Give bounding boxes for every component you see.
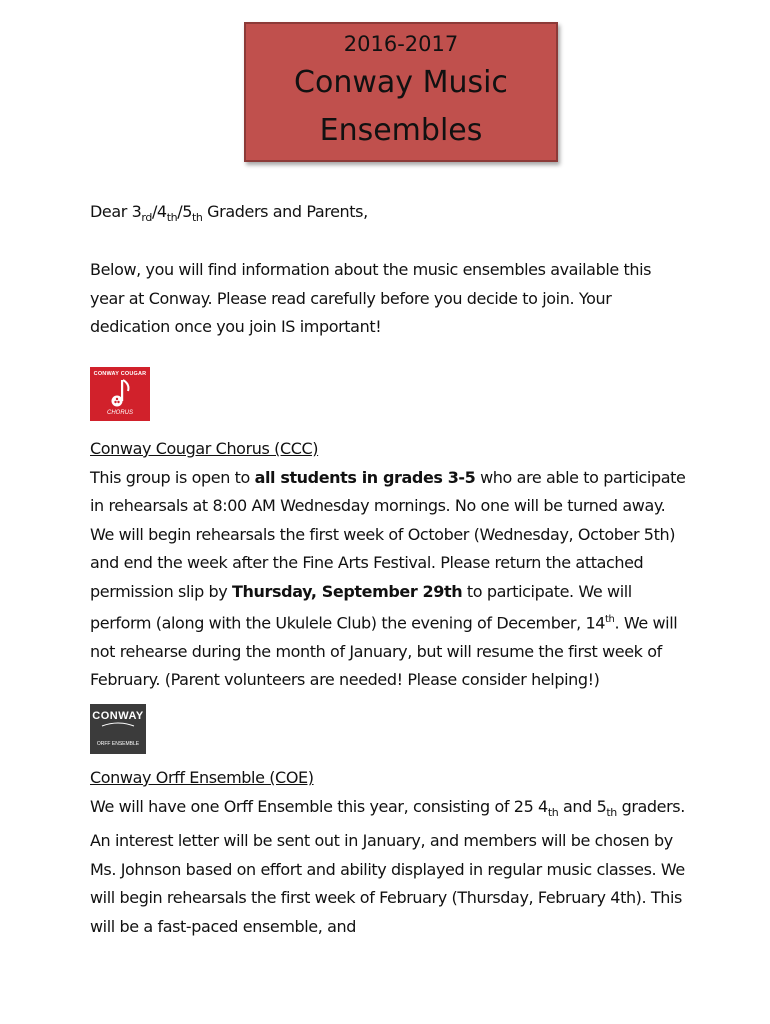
orff-logo — [90, 704, 146, 754]
title-banner — [244, 22, 558, 162]
title-line-2: Ensembles — [319, 113, 483, 148]
orff-logo-text-top: CONWAY — [92, 710, 144, 722]
chorus-logo — [90, 367, 150, 421]
orff-heading: Conway Orff Ensemble (COE) — [90, 768, 314, 787]
orff-description: We will have one Orff Ensemble this year, consisting of 25 $4_{th}$ and $5_{th}$ graders. An interest letter will be sent out in January, and members will be chosen by Ms. Johnson based on effort and ability displayed in regular music classes. We will begin rehearsals the first week of February (Thursday, February 4th). This will be a fast-paced ensemble, and — [90, 796, 685, 936]
intro-paragraph: Below, you will find information about the music ensembles available this year at Conway. Please read carefully before you decide to join. Your dedication once you join IS important! — [90, 260, 652, 336]
music-note-icon — [90, 377, 150, 409]
chorus-section — [90, 435, 690, 695]
greeting: Dear $3_{rd}/4_{th}/5_{th}$ Graders and Parents, — [90, 202, 368, 225]
chorus-logo-text-bottom: CHORUS — [106, 410, 133, 416]
chorus-logo-text-top: CONWAY COUGAR — [93, 371, 147, 377]
school-year: 2016-2017 — [343, 32, 459, 56]
orff-logo-text-bottom: ORFF ENSEMBLE — [96, 741, 140, 747]
chorus-description: This group is open to all students in grades 3-5 who are able to participate in rehearsals at 8:00 AM Wednesday mornings. No one will be turned away. We will begin rehearsals the first week of October (Wednesday, October 5th) and end the week after the Fine Arts Festival. Please return the attached permission slip by Thursday, September 29th to participate. We will perform (along with the Ukulele Club) the evening of December, 14th. We will not rehearse during the month of January, but will resume the first week of February. (Parent volunteers are needed! Please consider helping!) — [90, 467, 686, 690]
title-line-1: Conway Music — [294, 65, 508, 100]
chorus-heading: Conway Cougar Chorus (CCC) — [90, 439, 319, 458]
paw-icon — [90, 722, 146, 740]
orff-section — [90, 764, 690, 941]
